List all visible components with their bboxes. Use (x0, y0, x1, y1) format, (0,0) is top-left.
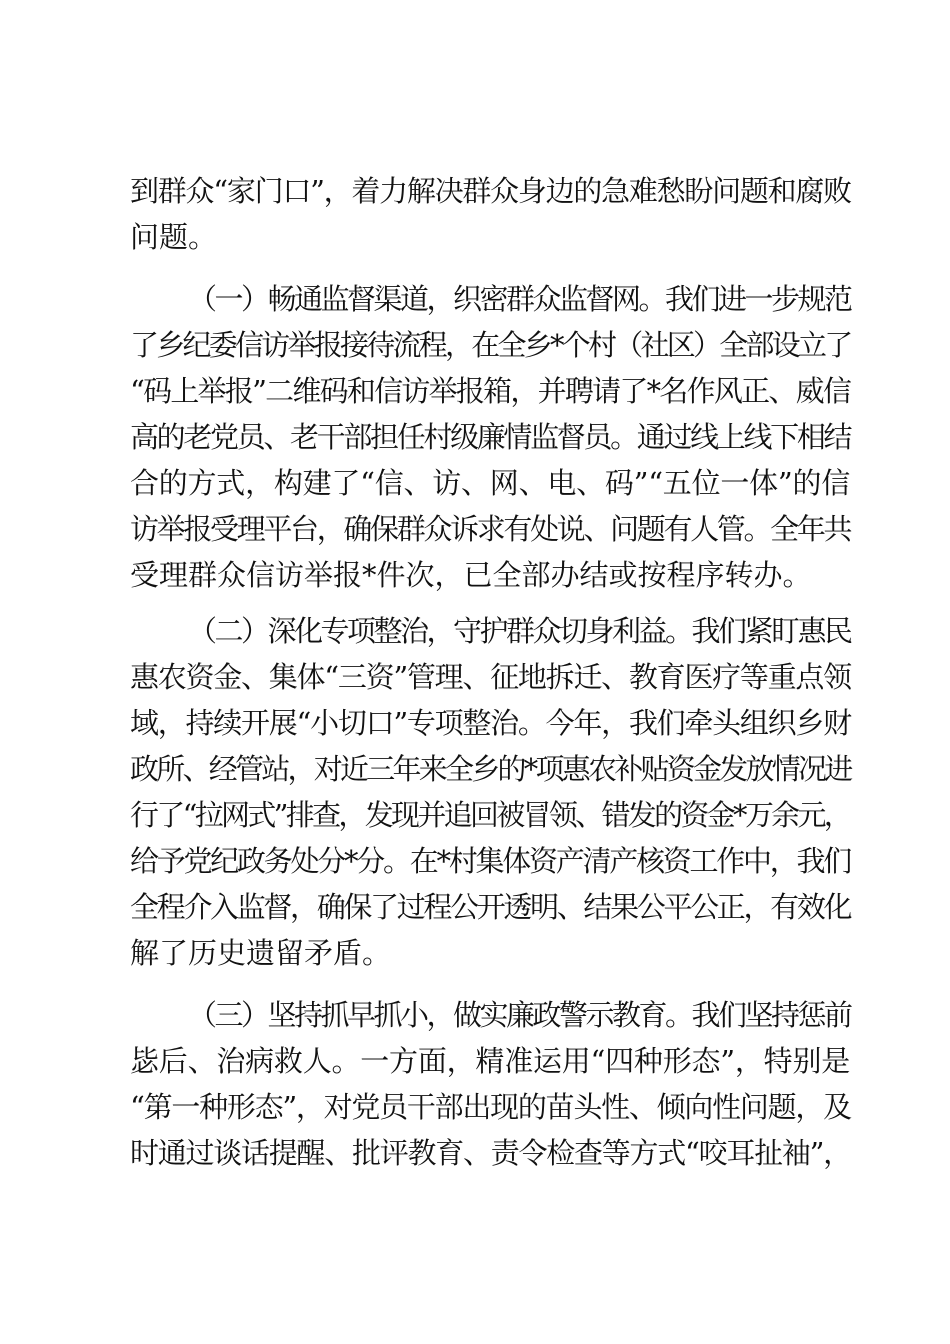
body-text-line: 解了历史遗留矛盾。 (130, 936, 392, 970)
section-heading-line: （一）畅通监督渠道，织密群众监督网。我们进一步规范 (188, 282, 851, 316)
body-text-line: 行了“拉网式”排查，发现并追回被冒领、错发的资金*万余元， (130, 798, 850, 832)
body-text-line: “码上举报”二维码和信访举报箱，并聘请了*名作风正、威信 (130, 374, 851, 408)
body-text-line: 问题。 (130, 220, 218, 254)
body-text-line: “第一种形态”，对党员干部出现的苗头性、倾向性问题，及 (130, 1090, 851, 1124)
section-heading-line: （二）深化专项整治，守护群众切身利益。我们紧盯惠民 (188, 614, 851, 648)
body-text-line: 合的方式，构建了“信、访、网、电、码”“五位一体”的信 (130, 466, 850, 500)
body-text-line: 惠农资金、集体“三资”管理、征地拆迁、教育医疗等重点领 (130, 660, 851, 694)
section-heading-line: （三）坚持抓早抓小，做实廉政警示教育。我们坚持惩前 (188, 998, 851, 1032)
body-text-line: 了乡纪委信访举报接待流程，在全乡*个村（社区）全部设立了 (130, 328, 851, 362)
body-text-line: 受理群众信访举报*件次，已全部办结或按程序转办。 (130, 558, 812, 592)
body-text-line: 时通过谈话提醒、批评教育、责令检查等方式“咬耳扯袖”， (130, 1136, 851, 1170)
body-text-line: 访举报受理平台，确保群众诉求有处说、问题有人管。全年共 (130, 512, 850, 546)
body-text-line: 域，持续开展“小切口”专项整治。今年，我们牵头组织乡财 (130, 706, 851, 740)
body-text-line: 高的老党员、老干部担任村级廉情监督员。通过线上线下相结 (130, 420, 850, 454)
body-text-line: 给予党纪政务处分*分。在*村集体资产清产核资工作中，我们 (130, 844, 851, 878)
body-text-line: 全程介入监督，确保了过程公开透明、结果公平公正，有效化 (130, 890, 850, 924)
body-text-line: 到群众“家门口”，着力解决群众身边的急难愁盼问题和腐败 (130, 174, 851, 208)
body-text-line: 政所、经管站，对近三年来全乡的*项惠农补贴资金发放情况进 (130, 752, 851, 786)
body-text-line: 毖后、治病救人。一方面，精准运用“四种形态”，特别是 (130, 1044, 850, 1078)
